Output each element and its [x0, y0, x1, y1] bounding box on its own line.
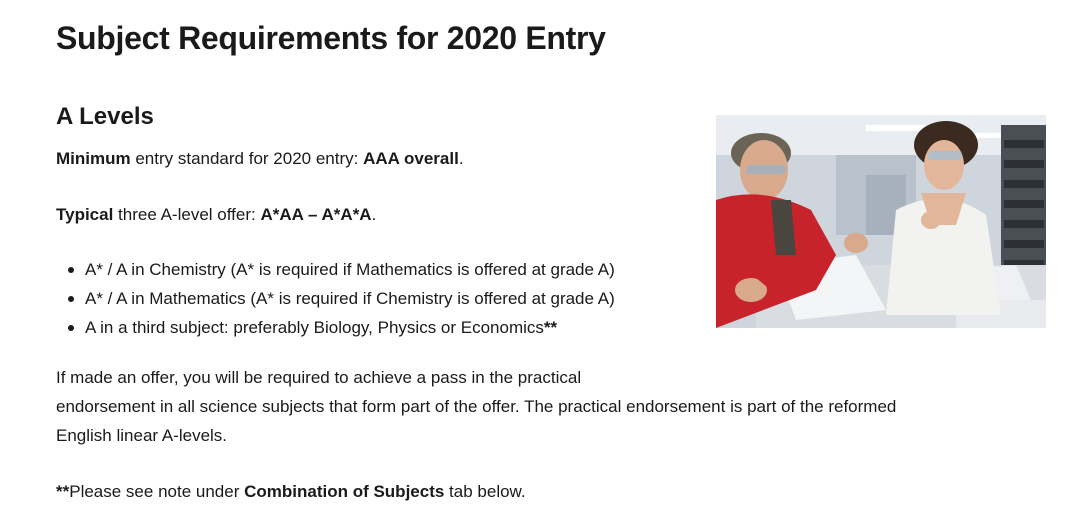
- note-marker: **: [56, 482, 70, 501]
- minimum-text: entry standard for 2020 entry:: [130, 149, 364, 168]
- practical-line-3: English linear A-levels.: [56, 426, 228, 445]
- practical-line-1: If made an offer, you will be required to achieve a pass in the practical: [56, 368, 582, 387]
- practical-endorsement-paragraph: [56, 363, 1046, 450]
- typical-value: A*AA – A*A*A: [260, 205, 372, 224]
- section-heading-a-levels: A Levels: [56, 103, 154, 130]
- typical-offer: [56, 200, 376, 229]
- note-text: Please see note under: [69, 482, 245, 501]
- combination-of-subjects-reference: Combination of Subjects: [244, 482, 445, 501]
- page-title: Subject Requirements for 2020 Entry: [56, 20, 606, 56]
- practical-line-2: endorsement in all science subjects that form part of the offer. The practical endorsement is part of the reformed: [56, 397, 897, 416]
- requirements-list: [56, 255, 615, 342]
- typical-text: three A-level offer:: [113, 205, 261, 224]
- typical-end: .: [371, 205, 377, 224]
- list-item: A in a third subject: preferably Biology, Physics or Economics**: [85, 313, 615, 342]
- minimum-label: Minimum: [56, 149, 131, 168]
- minimum-value: AAA overall: [363, 149, 459, 168]
- combination-note: [56, 477, 526, 506]
- list-item: A* / A in Chemistry (A* is required if Mathematics is offered at grade A): [85, 255, 615, 284]
- lab-photo: [716, 115, 1046, 328]
- list-item: A* / A in Mathematics (A* is required if Chemistry is offered at grade A): [85, 284, 615, 313]
- minimum-end: .: [458, 149, 464, 168]
- note-end: tab below.: [444, 482, 526, 501]
- minimum-entry-standard: [56, 144, 464, 173]
- typical-label: Typical: [56, 205, 114, 224]
